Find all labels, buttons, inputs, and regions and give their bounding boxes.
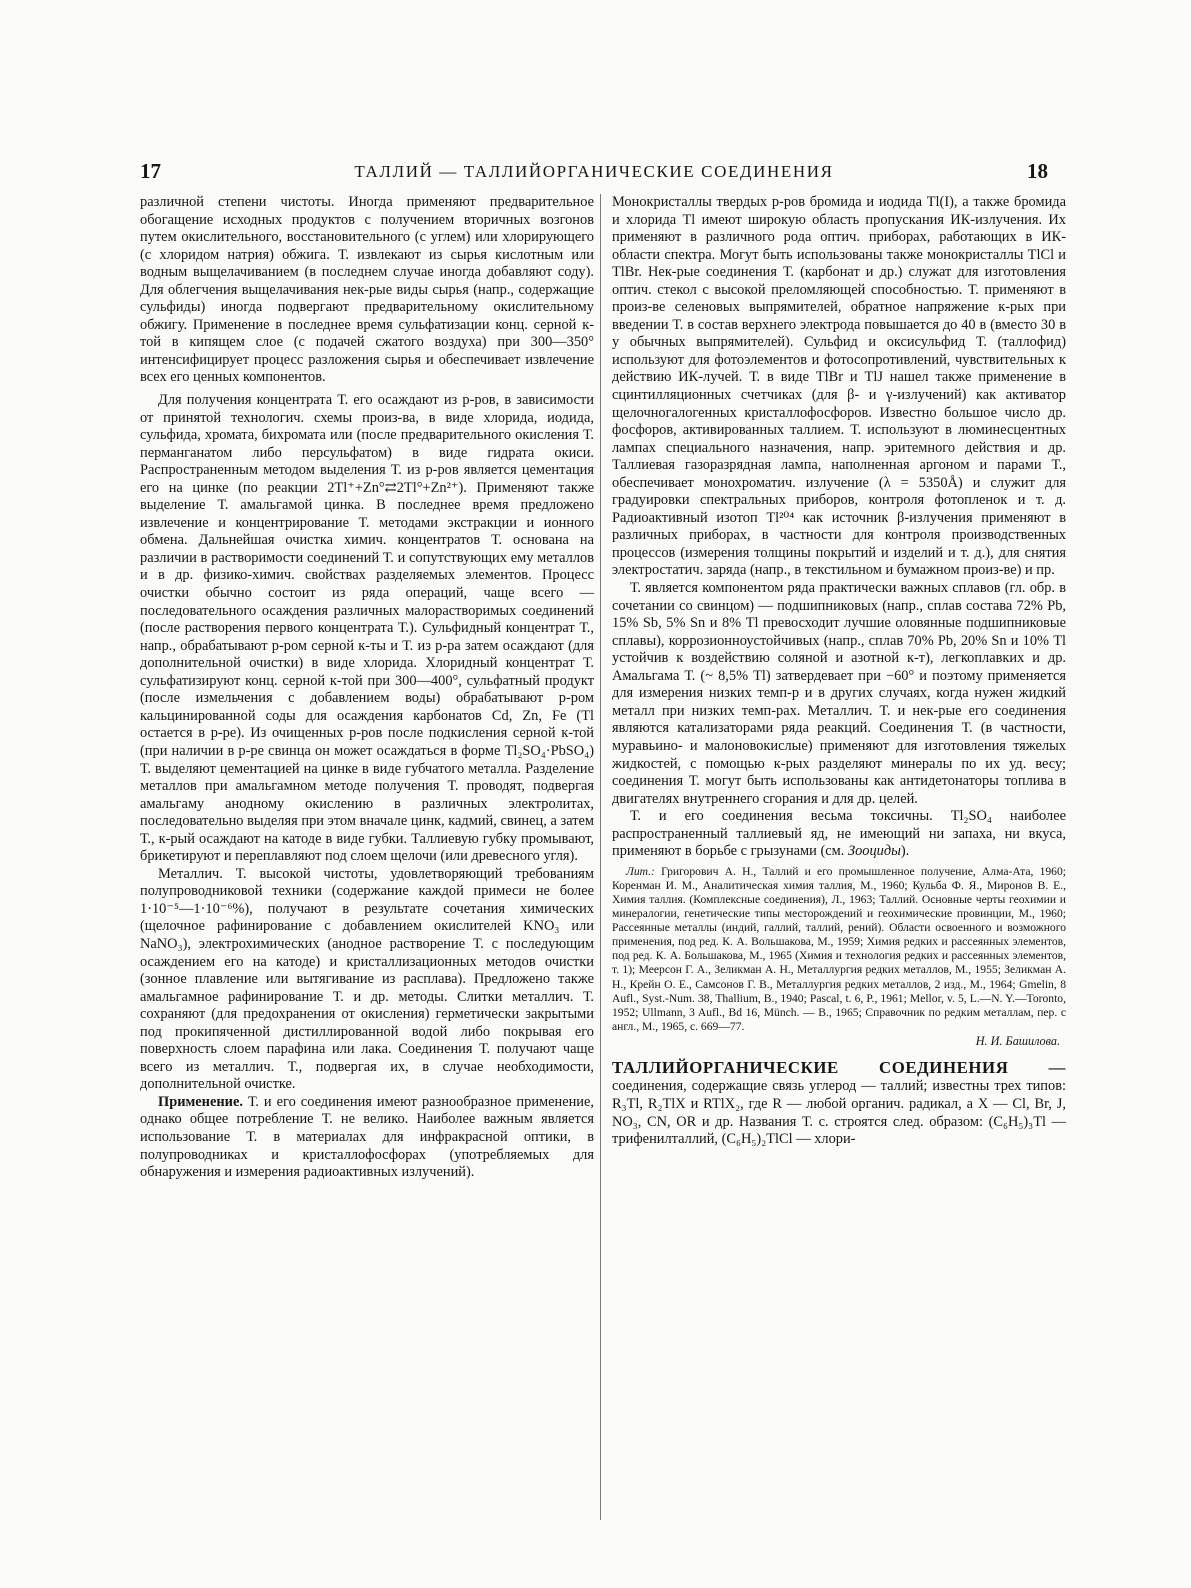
page-number-left: 17 <box>140 159 161 183</box>
paragraph-text: Т. и его соединения весьма токсичны. Tl₂SO₄ наиболее распространенный таллиевый яд, не имеющий ни запаха, ни вкуса, применяют в борьбе с грызунами (см. <box>612 808 1066 860</box>
paragraph-text: ). <box>900 843 910 860</box>
literature-text: Григорович А. Н., Таллий и его промышленное получение, Алма-Ата, 1960; Коренман И. М., Аналитическая химия таллия, М., 1960; Кульба Ф. Я., Миронов В. Е., Химия таллия. (Комплексные соединения), Л., 1963; Таллий. Основные черты геохимии и минералогии, генетические типы месторождений и геохимические провинции, М., 1960; Рассеянные металлы (индий, галлий, таллий, рений). Области освоенного и возможного применения, под ред. К. А. Вольшакова, М., 1959; Химия редких и рассеянных элементов, под ред. К. А. Большакова, М., 1965 (Химия и технология редких и рассеянных элементов, т. 1); Меерсон Г. А., Зеликман А. Н., Металлургия редких металлов, М., 1955; Зеликман А. Н., Крейн О. Е., Самсонов Г. В., Металлургия редких металлов, 2 изд., М., 1964; Gmelin, 8 Aufl., Syst.-Num. 38, Thallium, B., 1940; Pascal, t. 6, P., 1961; Mellor, v. 5, L.—N. Y.—Toronto, 1952; Ullmann, 3 Aufl., Bd 16, Münch. — B., 1965; Справочник по редким металлам, пер. с англ., М., 1965, с. 669—77. <box>612 864 1066 1033</box>
paragraph <box>140 1094 594 1182</box>
paragraph: различной степени чистоты. Иногда применяют предварительное обогащение исходных продуктов с получением вторичных возгонов путем окислительного, восстановительного (с углем) или хлорирующего (с хлоридом натрия) обжига. Т. извлекают из сырья кислотным или водным выщелачиванием (в последнем случае иногда добавляют соду). Для облегчения выщелачивания нек-рые виды сырья (напр., содержащие сульфиды) иногда подвергают предварительному окислительному обжигу. Применение в последнее время сульфатизации конц. серной к-той в кипящем слое (с подачей сжатого воздуха) при 300—350° интенсифицирует процесс разложения сырья и обеспечивает извлечение всех его ценных компонентов. <box>140 194 594 386</box>
paragraph: Металлич. Т. высокой чистоты, удовлетворяющий требованиям полупроводниковой техники (содержание каждой примеси не более 1·10⁻⁵—1·10⁻⁶%), получают в результате сочетания химических (щелочное рафинирование с добавлением окислителей KNO₃ или NaNO₃), электрохимических (анодное растворение Т. с последующим осаждением его на катоде) и кристаллизационных методов очистки (зонное плавление или вытягивание из расплава). Предложено также амальгамное рафинирование Т. и др. методы. Слитки металлич. Т. сохраняют (для предохранения от окисления) герметически закрытыми под прокипяченной дистиллированной водой либо покрывая его поверхность слоем парафина или лака. Соединения Т. получают чаще всего из металлич. Т., подвергая их, в случае необходимости, дополнительной очистке. <box>140 865 594 1093</box>
paragraph: Для получения концентрата Т. его осаждают из р-ров, в зависимости от принятой технологич. схемы произ-ва, в виде хлорида, иодида, сульфида, хромата, бихромата или (после предварительного окисления Т. перманганатом либо персульфатом) в виде гидрата окиси. Распространенным методом выделения Т. из р-ров является цементация его на цинке (по реакции 2Tl⁺+Zn°⇄2Tl°+Zn²⁺). Применяют также выделение Т. амальгамой цинка. В последнее время предложено извлечение и концентрирование Т. методами экстракции и ионного обмена. Дальнейшая очистка химич. концентратов Т. основана на различии в растворимости соединений Т. и сопутствующих ему металлов и в др. физико-химич. свойствах разделяемых элементов. Процесс очистки обычно состоит из ряда операций, чаще всего — последовательного осаждения различных малорастворимых соединений (после растворения первого концентрата Т.). Сульфидный концентрат Т., напр., обрабатывают р-ром серной к-ты и Т. из р-ра затем осаждают (для дополнительной очистки) в виде хлорида. Хлоридный концентрат Т. сульфатизируют конц. серной к-той при 300—400°, сульфатный продукт (после измельчения с добавлением воды) обрабатывают р-ром кальцинированной соды для осаждения карбонатов Cd, Zn, Fe (Tl остается в р-ре). Из очищенных р-ров после подкисления серной к-той (при наличии в р-ре свинца он может осаждаться в форме Tl₂SO₄·PbSO₄) Т. выделяют цементацией на цинке в виде губчатого металла. Разделение металлов при амальгамном методе получения Т. проводят, подвергая амальгаму анодному окислению в различных электролитах, последовательно выделяя при этом вначале цинк, кадмий, свинец, а затем Т., к-рый осаждают на катоде в виде губки. Таллиевую губку промывают, брикетируют и переплавляют под слоем щелочи (или древесного угля). <box>140 392 594 865</box>
paragraph: Монокристаллы твердых р-ров бромида и иодида Tl(I), а также бромида и хлорида Tl имеют широкую область пропускания ИК-излучения. Их применяют в различного рода оптич. приборах, работающих в ИК-области спектра. Могут быть использованы также монокристаллы TlCl и TlBr. Нек-рые соединения Т. (карбонат и др.) служат для изготовления оптич. стекол с высокой преломляющей способностью. Т. применяют в произ-ве селеновых выпрямителей, обратное напряжение к-рых при введении Т. в состав верхнего электрода повышается до 40 в (вместо 30 в у обычных выпрямителей). Сульфид и оксисульфид Т. (таллофид) используют для фотоэлементов и фотосопротивлений, чувствительных к действию ИК-лучей. Т. в виде TlBr и TlJ нашел также применение в сцинтилляционных счетчиках (для β- и γ-излучений) как активатор щелочногалогенных кристаллофосфоров. Известно большое число др. фосфоров, активированных таллием. Т. используют в люминесцентных лампах специального назначения, напр. эритемного действия и др. Таллиевая газоразрядная лампа, наполненная аргоном и парами Т., обеспечивает монохроматич. излучение (λ = 5350Å) и служит для градуировки спектральных приборов, контроля фотопленок и т. д. Радиоактивный изотоп Tl²⁰⁴ как источник β-излучения применяют в различных приборах, в частности для контроля производственных процессов (измерения толщины покрытий и изделий и т. д.), для снятия электростатич. заряда (напр., в текстильном и бумажном произ-ве) и пр. <box>612 194 1066 579</box>
paragraph <box>612 808 1066 861</box>
paragraph-text: Т. и его соединения имеют разнообразное применение, однако общее потребление Т. не велико. Наиболее важным является использование Т. в материалах для инфракрасной оптики, в полупроводниках и кристаллофосфорах (употребляемых для обнаружения и измерения радиоактивных излучений). <box>140 1093 594 1181</box>
right-column <box>612 194 1066 1149</box>
entry-text: соединения, содержащие связь углерод — таллий; известны трех типов: R₃Tl, R₂TlX и RTlX₂, где R — любой органич. радикал, а X — Cl, Br, J, NO₃, CN, OR и др. Названия Т. с. строятся след. образом: (C₆H₅)₃Tl — трифенилталлий, (C₆H₅)₂TlCl — хлори- <box>612 1078 1066 1148</box>
literature-label: Лит.: <box>626 864 655 878</box>
entry-headword: ТАЛЛИЙОРГАНИЧЕСКИЕ СОЕДИНЕНИЯ — <box>612 1057 1066 1077</box>
paragraph: Т. является компонентом ряда практически важных сплавов (гл. обр. в сочетании со свинцом) — подшипниковых (напр., сплав состава 72% Pb, 15% Sb, 5% Sn и 8% Tl превосходит лучшие оловянные подшипниковые сплавы), коррозионноустойчивых (напр., сплав 70% Pb, 20% Sn и 10% Tl устойчив к воздействию соляной и азотной к-т), легкоплавких и др. Амальгама Т. (~ 8,5% Tl) затвердевает при −60° и поэтому применяется для измерения низких темп-р и в других случаях, когда нужен жидкий металл при низких темп-рах. Металлич. Т. и нек-рые его соединения являются катализаторами ряда реакций. Соединения Т. (в частности, муравьино- и малоновокислые) применяют для изготовления тяжелых жидкостей, с помощью к-рых разделяют минералы по их уд. весу; соединения Т. могут быть использованы как антидетонаторы топлива в двигателях внутреннего сгорания и для др. целей. <box>612 580 1066 807</box>
section-heading: Применение. <box>158 1093 243 1110</box>
author-signature: Н. И. Башилова. <box>975 1033 1060 1048</box>
running-title: ТАЛЛИЙ — ТАЛЛИЙОРГАНИЧЕСКИЕ СОЕДИНЕНИЯ <box>354 162 834 181</box>
encyclopedia-entry <box>612 1059 1066 1149</box>
page-number-right: 18 <box>1027 159 1048 183</box>
left-column <box>140 194 594 1182</box>
cross-reference: Зооциды <box>847 843 901 860</box>
literature-list <box>612 865 1066 1034</box>
running-header <box>140 158 1048 188</box>
column-divider <box>600 194 601 1520</box>
